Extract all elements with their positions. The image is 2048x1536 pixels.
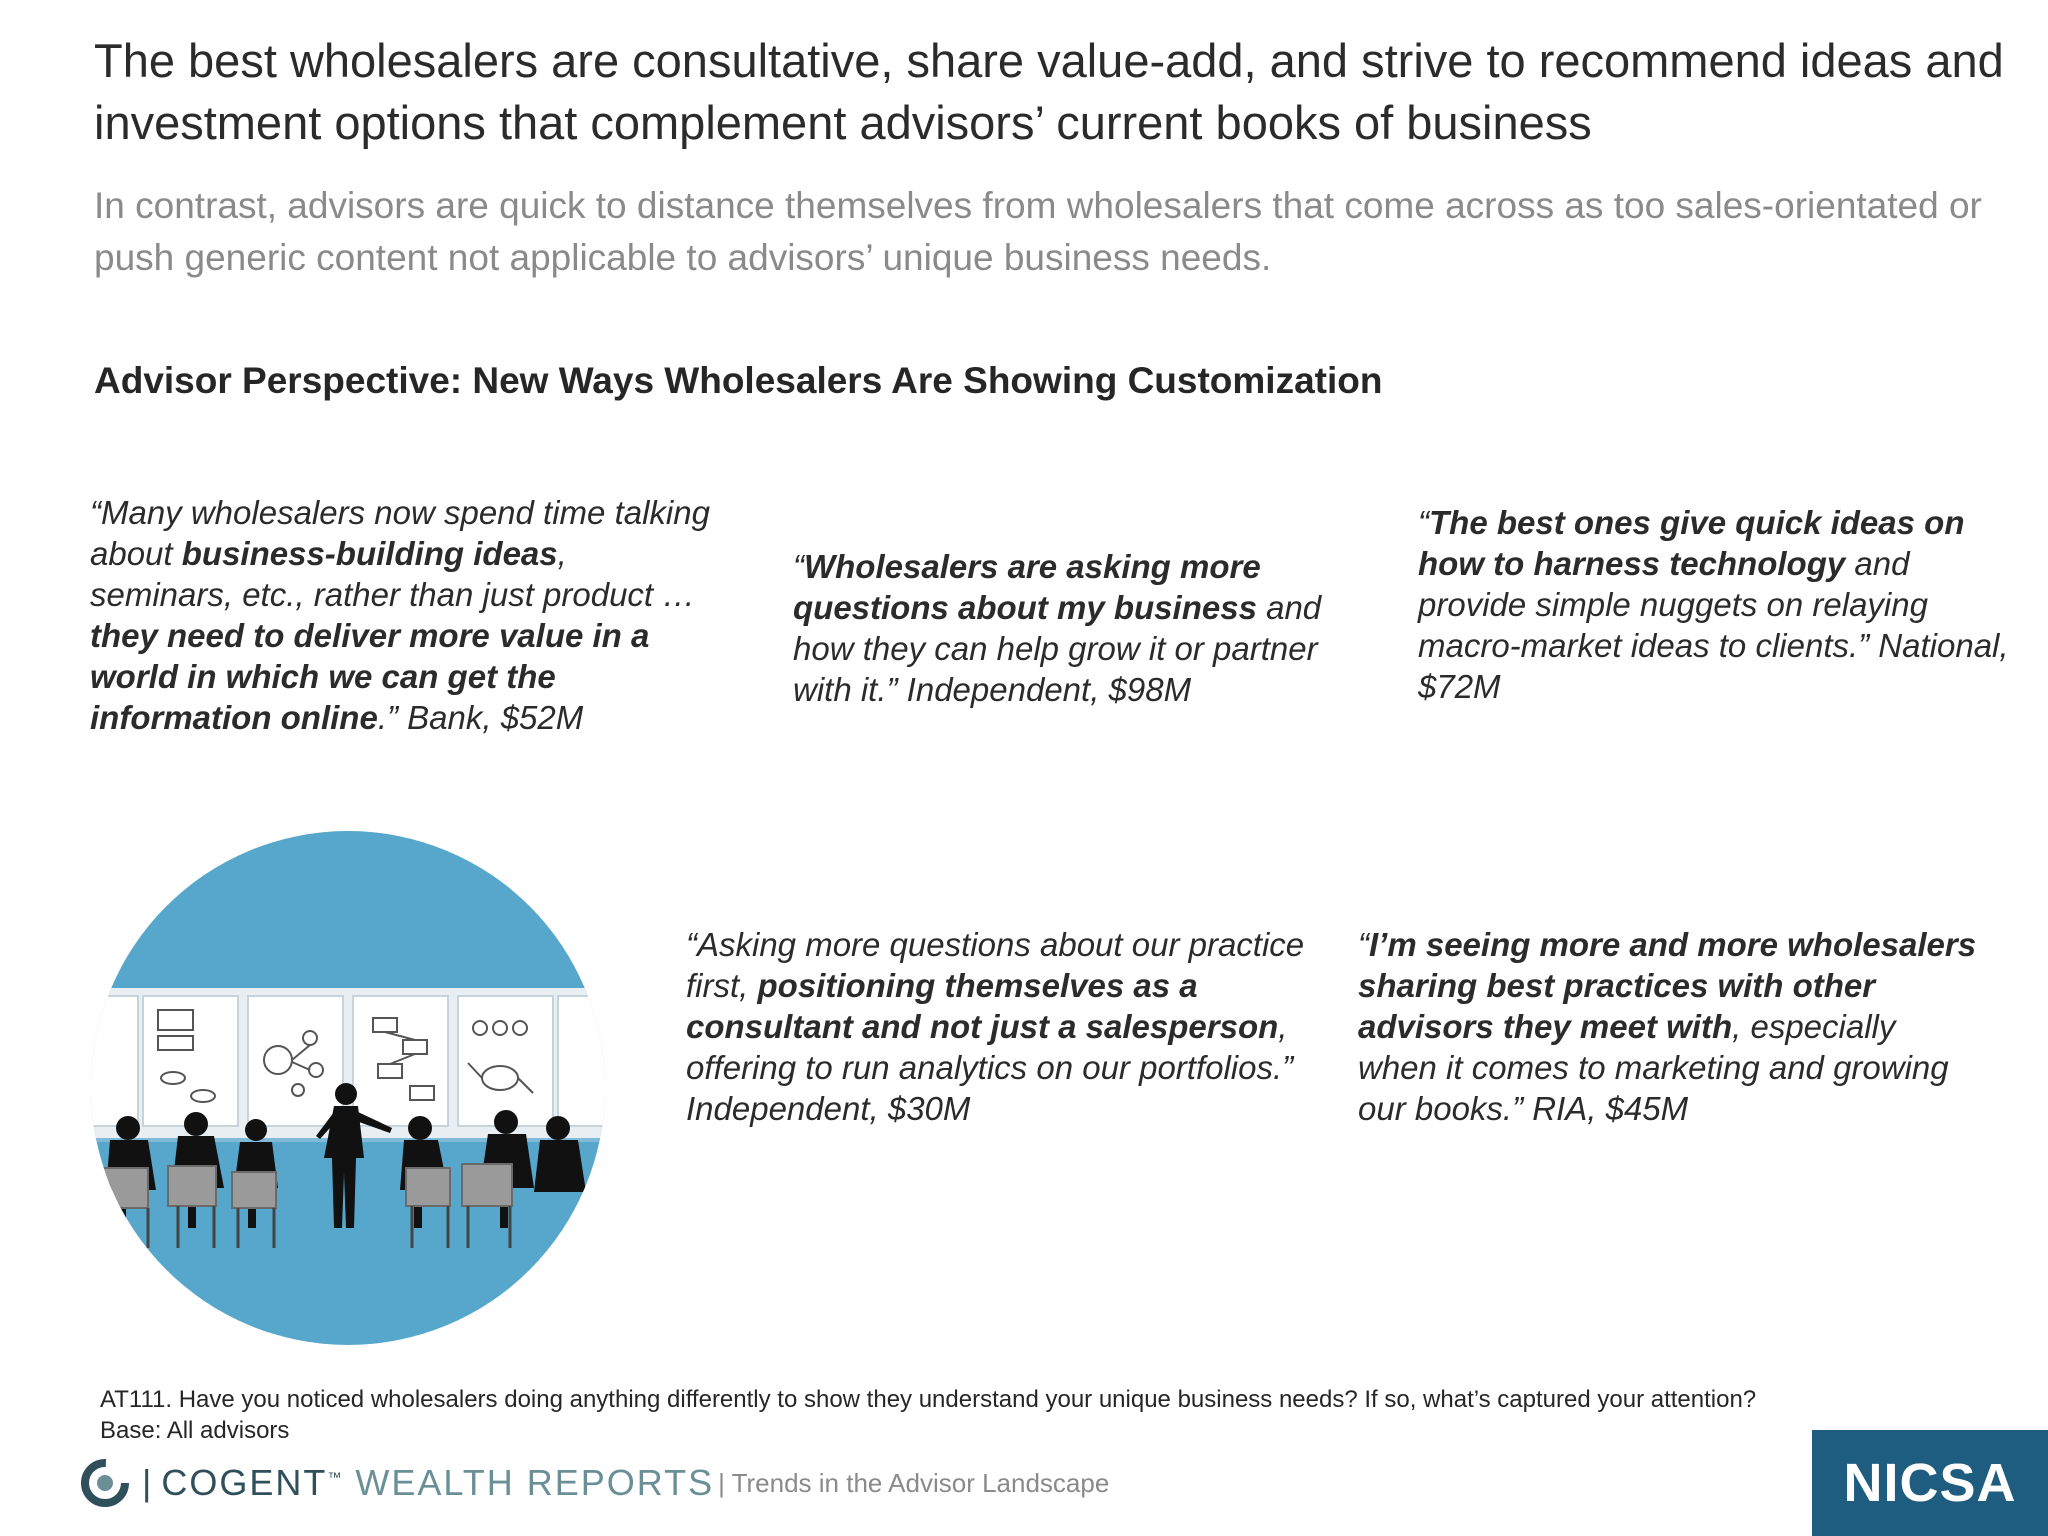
quote-text: “Many wholesalers now spend time talking about <box>90 494 710 572</box>
footnote-base: Base: All advisors <box>100 1417 290 1444</box>
logo-divider: | <box>142 1462 152 1503</box>
brand-wealth-reports: WEALTH REPORTS <box>343 1462 715 1503</box>
quote-text: , seminars, etc., rather than just product … <box>90 535 696 613</box>
quote-emphasis: they need to deliver more value in a world in which we can get the information online <box>90 617 650 736</box>
quote-text: “ <box>1358 926 1369 963</box>
quote-ria <box>1358 924 1978 1129</box>
quote-text: “ <box>793 548 804 585</box>
quote-emphasis: I’m seeing more and more wholesalers sharing best practices with other advisors they meet with <box>1358 926 1977 1045</box>
quote-emphasis: positioning themselves as a consultant and not just a salesperson <box>686 967 1279 1045</box>
quote-independent-30m <box>686 924 1306 1129</box>
tagline: | Trends in the Advisor Landscape <box>718 1467 1110 1498</box>
quote-bank <box>90 492 710 738</box>
quote-emphasis: business-building ideas <box>181 535 558 572</box>
cogent-logo <box>80 1458 1109 1508</box>
quote-text: , especially when it comes to marketing and growing our books.” RIA, $45M <box>1358 1008 1949 1127</box>
quote-emphasis: The best ones give quick ideas on how to harness technology <box>1418 504 1965 582</box>
nicsa-logo: NICSA <box>1812 1430 2048 1536</box>
quote-emphasis: Wholesalers are asking more questions about my business <box>793 548 1261 626</box>
quote-text: .” Bank, $52M <box>377 699 584 736</box>
page-title: The best wholesalers are consultative, share value-add, and strive to recommend ideas and investment options that complement advisors’ current books of business <box>94 34 2004 149</box>
quote-text: “Asking more questions about our practice first, <box>686 926 1305 1004</box>
footnote-question: AT111. Have you noticed wholesalers doing anything differently to show they understand your unique business needs? If so, what’s captured your attention? <box>100 1386 1757 1413</box>
footnote <box>100 1384 1756 1446</box>
subtitle: In contrast, advisors are quick to distance themselves from wholesalers that come across as too sales-orientated or push generic content not applicable to advisors’ unique business needs. <box>94 185 1982 278</box>
brand-trademark: ™ <box>327 1469 344 1485</box>
quote-text: , offering to run analytics on our portfolios.” Independent, $30M <box>686 1008 1294 1127</box>
quote-text: and provide simple nuggets on relaying macro-market ideas to clients.” National, $72M <box>1418 545 2009 705</box>
section-title: Advisor Perspective: New Ways Wholesalers Are Showing Customization <box>94 360 1383 401</box>
cogent-swirl-icon <box>80 1458 130 1508</box>
quote-independent-98m <box>793 546 1363 710</box>
quote-national <box>1418 502 2018 707</box>
meeting-illustration <box>88 828 608 1348</box>
quote-text: “ <box>1418 504 1429 541</box>
quote-text: and how they can help grow it or partner with it.” Independent, $98M <box>793 589 1322 708</box>
brand-name <box>161 1462 714 1504</box>
brand-cogent: COGENT <box>161 1462 328 1503</box>
